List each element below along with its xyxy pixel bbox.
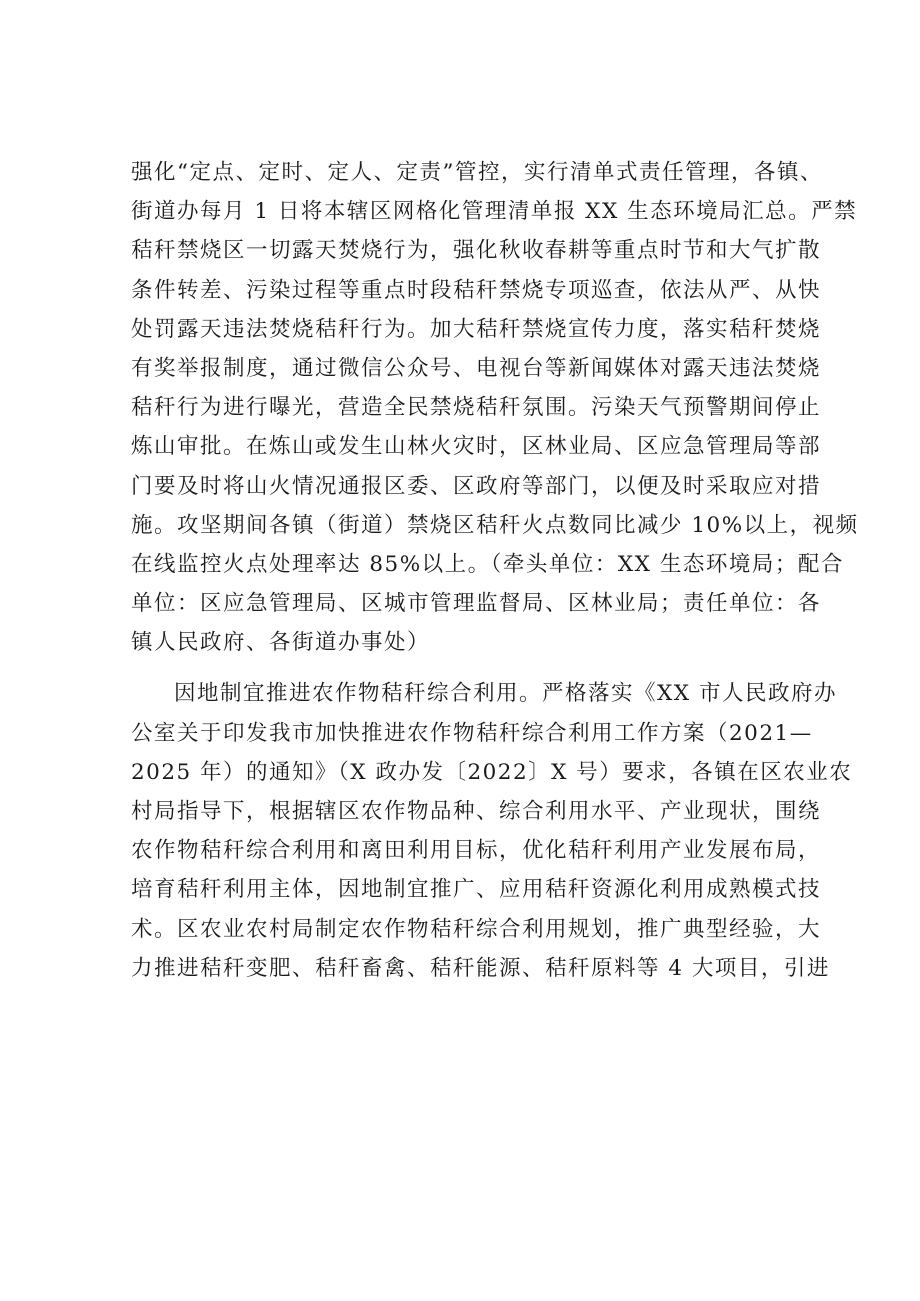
text-line: 处罚露天违法焚烧秸秆行为。加大秸秆禁烧宣传力度，落实秸秆焚烧	[131, 316, 822, 342]
text-line: 街道办每月 1 日将本辖区网格化管理清单报 XX 生态环境局汇总。严禁	[131, 199, 858, 225]
text-line: 门要及时将山火情况通报区委、区政府等部门，以便及时采取应对措	[131, 473, 822, 499]
text-line: 2025 年）的通知》（X 政办发〔2022〕X 号）要求，各镇在区农业农	[131, 759, 853, 785]
text-line: 秸秆禁烧区一切露天焚烧行为，强化秋收春耕等重点时节和大气扩散	[131, 238, 822, 264]
text-line: 术。区农业农村局制定农作物秸秆综合利用规划，推广典型经验，大	[131, 916, 822, 942]
paragraph-straw-burning-control	[131, 153, 859, 662]
text-line: 单位：区应急管理局、区城市管理监督局、区林业局；责任单位：各	[131, 591, 822, 617]
text-line: 条件转差、污染过程等重点时段秸秆禁烧专项巡查，依法从严、从快	[131, 277, 822, 303]
text-line: 村局指导下，根据辖区农作物品种、综合利用水平、产业现状，围绕	[131, 799, 822, 824]
paragraph-gap	[131, 662, 811, 674]
text-line: 公室关于印发我市加快推进农作物秸秆综合利用工作方案（2021—	[131, 720, 813, 746]
text-line: 炼山审批。在炼山或发生山林火灾时，区林业局、区应急管理局等部	[131, 434, 822, 460]
text-line: 因地制宜推进农作物秸秆综合利用。严格落实《XX 市人民政府办	[174, 681, 837, 707]
text-line: 镇人民政府、各街道办事处）	[131, 630, 431, 656]
text-line: 强化“定点、定时、定人、定责”管控，实行清单式责任管理，各镇、	[131, 160, 823, 185]
text-line: 培育秸秆利用主体，因地制宜推广、应用秸秆资源化利用成熟模式技	[131, 877, 822, 903]
document-body	[131, 153, 859, 988]
text-line: 施。攻坚期间各镇（街道）禁烧区秸秆火点数同比减少 10%以上，视频	[131, 512, 859, 538]
text-line: 在线监控火点处理率达 85%以上。（牵头单位：XX 生态环境局；配合	[131, 551, 844, 577]
text-line: 有奖举报制度，通过微信公众号、电视台等新闻媒体对露天违法焚烧	[131, 355, 822, 381]
text-line: 秸秆行为进行曝光，营造全民禁烧秸秆氛围。污染天气预警期间停止	[131, 395, 822, 421]
text-line: 力推进秸秆变肥、秸秆畜禽、秸秆能源、秸秆原料等 4 大项目，引进	[131, 955, 830, 981]
text-line: 农作物秸秆综合利用和离田利用目标，优化秸秆利用产业发展布局，	[131, 838, 822, 864]
paragraph-straw-utilization	[131, 674, 853, 988]
